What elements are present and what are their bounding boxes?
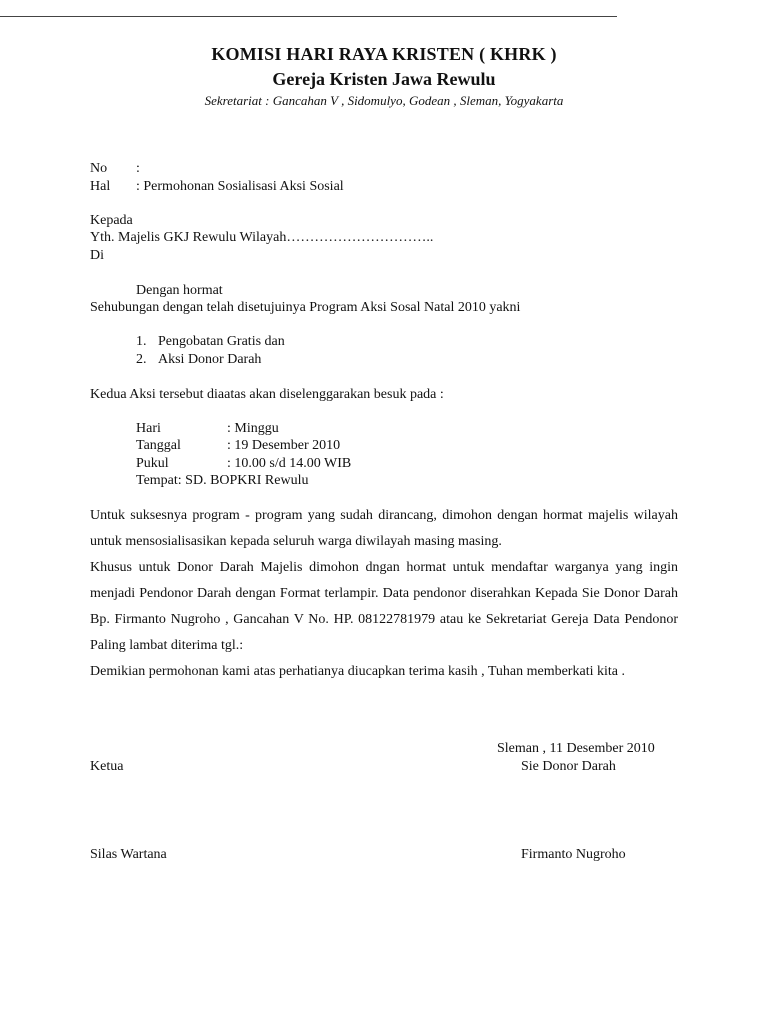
paragraph-donor: Khusus untuk Donor Darah Majelis dimohon dngan hormat untuk mendaftar warganya yang ingin menjadi Pendonor Darah dengan Format terlampir. Data pendonor diserahkan Kepada Sie Donor Darah Bp. Firmanto Nugroho , Gancahan V No. HP. 08122781979 atau ke Sekretariat Gereja Data Pendonor Paling lambat diterima tgl.:: [90, 560, 678, 653]
recipient-name: Yth. Majelis GKJ Rewulu Wilayah…………………………..: [90, 230, 434, 245]
intro-text: Sehubungan dengan telah disetujuinya Program Aksi Sosal Natal 2010 yakni: [90, 300, 521, 315]
paragraph-sosialisasi: Untuk suksesnya program - program yang sudah dirancang, dimohon dengan hormat majelis wilayah untuk mensosialisasikan kepada seluruh warga diwilayah masing masing.: [90, 508, 678, 549]
schedule-row: [136, 455, 351, 473]
no-value: :: [136, 161, 140, 176]
hal-label: Hal: [90, 179, 111, 194]
schedule-place: Tempat: SD. BOPKRI Rewulu: [136, 473, 309, 488]
no-line: [90, 160, 140, 178]
list-item-number: 1.: [136, 334, 147, 349]
letterhead-subtitle: Gereja Kristen Jawa Rewulu: [272, 69, 496, 89]
schedule-value: : 19 Desember 2010: [227, 438, 341, 453]
list-item-text: Pengobatan Gratis dan: [158, 334, 285, 349]
closing-text: Demikian permohonan kami atas perhatianya diucapkan terima kasih , Tuhan memberkati kita .: [90, 664, 625, 679]
no-label: No: [90, 161, 108, 176]
schedule-intro: Kedua Aksi tersebut diaatas akan diselenggarakan besuk pada :: [90, 387, 444, 402]
schedule-key: Hari: [136, 421, 161, 436]
schedule-key: Tanggal: [136, 438, 181, 453]
top-rule: [0, 16, 617, 17]
list-item: [136, 333, 285, 351]
list-item: [136, 351, 261, 369]
letterhead-address: Sekretariat : Gancahan V , Sidomulyo, Godean , Sleman, Yogyakarta: [204, 93, 564, 108]
hal-value: : Permohonan Sosialisasi Aksi Sosial: [136, 179, 344, 194]
schedule-value: : 10.00 s/d 14.00 WIB: [227, 456, 352, 471]
signature-left-title: Ketua: [90, 759, 124, 774]
schedule-row: [136, 437, 340, 455]
recipient-di: Di: [90, 248, 104, 263]
list-item-number: 2.: [136, 352, 147, 367]
hal-line: [90, 178, 344, 196]
signature-right-title: Sie Donor Darah: [521, 759, 616, 774]
place-date: Sleman , 11 Desember 2010: [497, 741, 655, 756]
greeting: Dengan hormat: [136, 283, 223, 298]
schedule-row: [136, 420, 279, 438]
letterhead-title: KOMISI HARI RAYA KRISTEN ( KHRK ): [211, 44, 557, 64]
signature-right-name: Firmanto Nugroho: [521, 847, 626, 862]
signature-left-name: Silas Wartana: [90, 847, 167, 862]
list-item-text: Aksi Donor Darah: [158, 352, 262, 367]
schedule-key: Pukul: [136, 456, 169, 471]
recipient-kepada: Kepada: [90, 213, 133, 228]
schedule-value: : Minggu: [227, 421, 279, 436]
